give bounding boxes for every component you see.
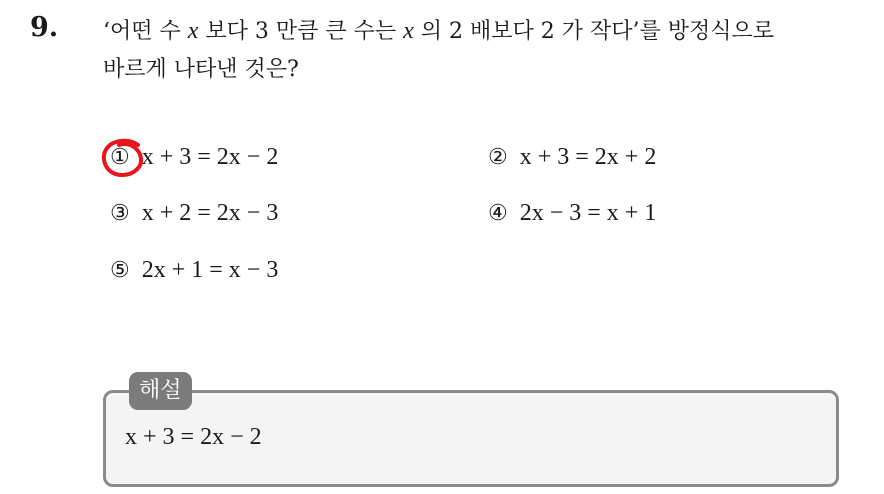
- choice-equation: x + 3 = 2x + 2: [519, 144, 657, 170]
- choice-equation: x + 2 = 2x − 3: [141, 200, 279, 226]
- choice-number: ⑤: [110, 258, 130, 283]
- stem-text-part-2: 보다 3 만큼 큰 수는: [198, 19, 404, 44]
- solution-label: 해설: [129, 372, 192, 410]
- choice-4[interactable]: [488, 200, 656, 227]
- choice-number: ④: [488, 201, 508, 226]
- choice-number: ③: [110, 201, 130, 226]
- choice-equation: 2x + 1 = x − 3: [141, 257, 279, 283]
- stem-text-part-3: 의 2 배보다 2 가 작다’를 방정식으로: [413, 19, 775, 44]
- choice-number: ②: [488, 145, 508, 170]
- choice-equation: 2x − 3 = x + 1: [519, 200, 657, 226]
- question-stem: [103, 12, 873, 89]
- solution-text: x + 3 = 2x − 2: [125, 424, 262, 450]
- choice-5[interactable]: [110, 257, 278, 284]
- choice-number: ①: [110, 145, 130, 170]
- choice-1[interactable]: [110, 144, 278, 171]
- choice-2[interactable]: [488, 144, 656, 171]
- choice-equation: x + 3 = 2x − 2: [141, 144, 279, 170]
- question-stem-line-2: 바르게 나타낸 것은?: [103, 57, 299, 82]
- stem-text-part-1: ‘어떤 수: [103, 19, 188, 44]
- question-stem-line-1: [103, 12, 873, 51]
- choice-3[interactable]: [110, 200, 278, 227]
- stem-variable-x-1: x: [187, 18, 199, 44]
- question-number: 9.: [30, 12, 59, 43]
- stem-variable-x-2: x: [403, 18, 414, 44]
